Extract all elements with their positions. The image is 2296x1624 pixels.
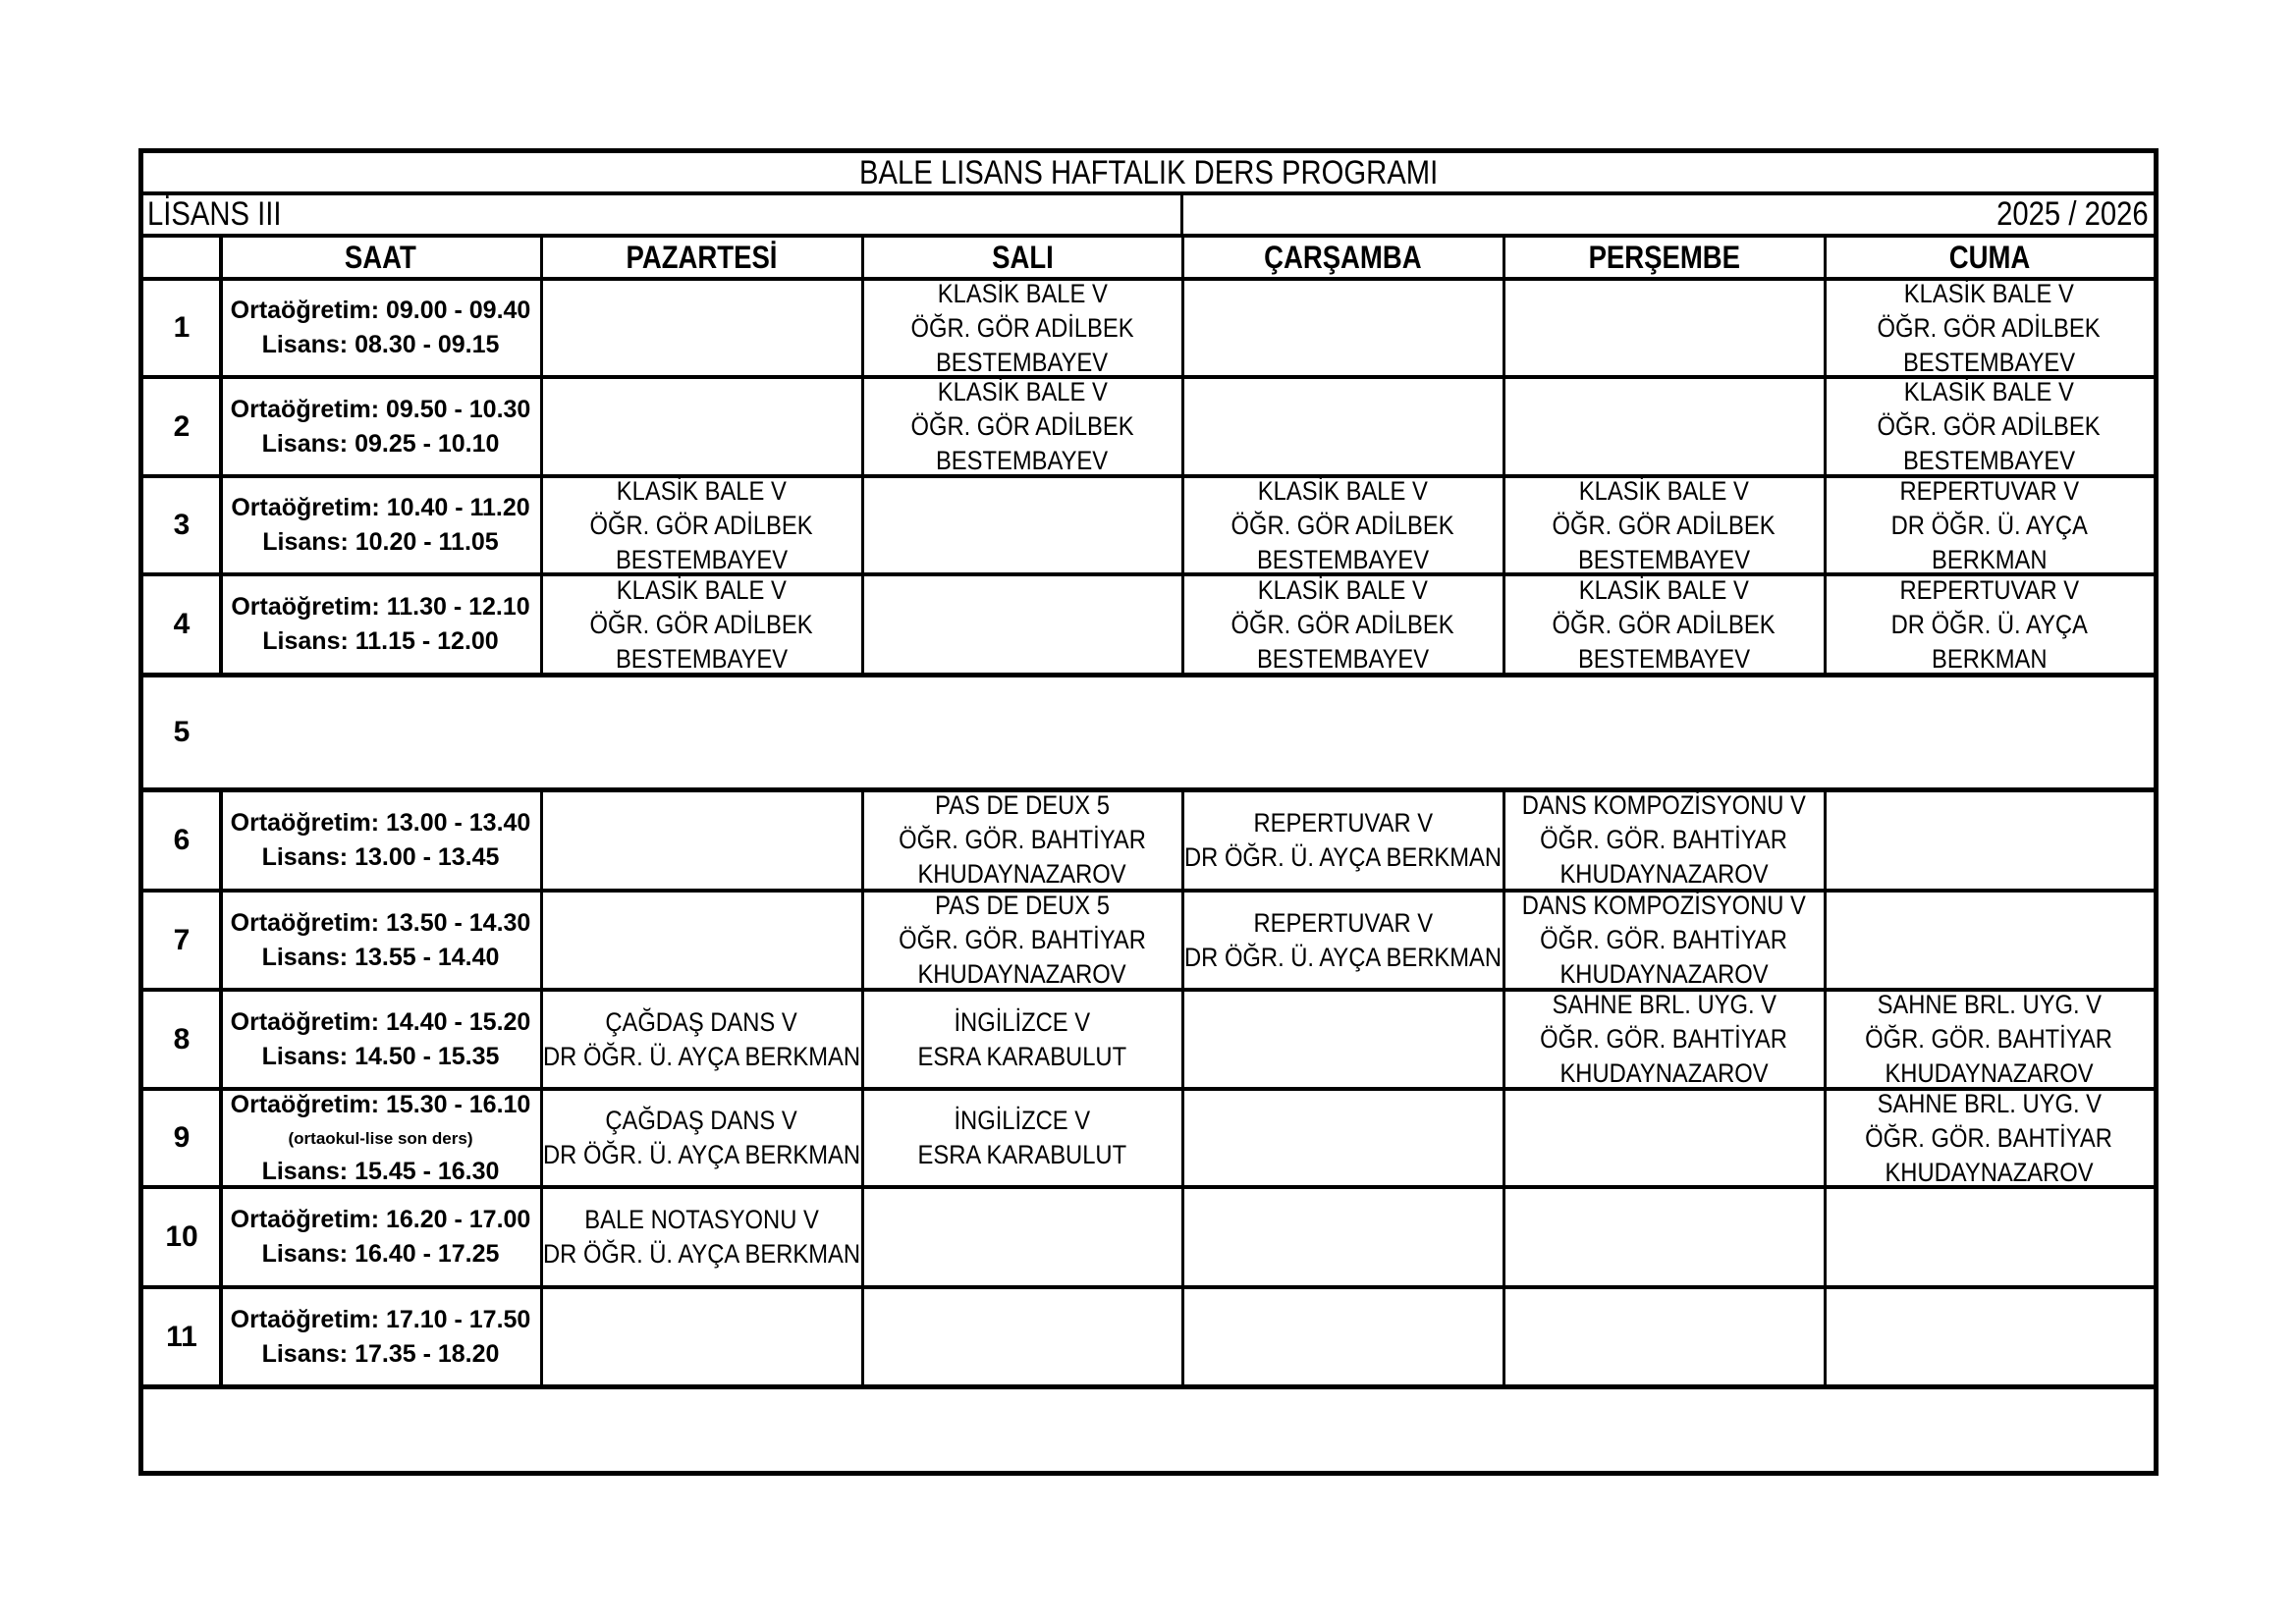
time-line: Ortaöğretim: 13.50 - 14.30 (230, 908, 531, 937)
course-line: ÖĞR. GÖR ADİLBEK (1877, 411, 2102, 441)
course-line: BALE NOTASYONU V (584, 1205, 819, 1234)
slot-number: 6 (173, 823, 191, 856)
column-header (862, 236, 1182, 279)
course-cell (1503, 789, 1825, 891)
course-cell (1503, 476, 1825, 574)
course-line: ÖĞR. GÖR ADİLBEK (589, 510, 814, 540)
time-line: Lisans: 15.45 - 16.30 (261, 1157, 500, 1185)
course-line: BESTEMBAYEV (936, 446, 1109, 475)
time-line: (ortaokul-lise son ders) (288, 1128, 473, 1148)
course-line: ÖĞR. GÖR. BAHTİYAR (1865, 1024, 2113, 1054)
course-line: KHUDAYNAZAROV (1559, 859, 1769, 889)
course-line: BESTEMBAYEV (1902, 446, 2076, 475)
schedule-table (138, 148, 2159, 1476)
course-line: ÖĞR. GÖR. BAHTİYAR (1865, 1122, 2113, 1153)
course-cell (862, 789, 1182, 891)
course-line: BESTEMBAYEV (1577, 544, 1751, 574)
column-header (220, 236, 541, 279)
course-cell (862, 1089, 1182, 1187)
slot-number: 3 (173, 509, 191, 541)
course-cell (1503, 574, 1825, 675)
course-line: İNGİLİZCE V (954, 1106, 1091, 1135)
time-line: Ortaöğretim: 15.30 - 16.10 (230, 1090, 531, 1118)
time-line: Lisans: 09.25 - 10.10 (261, 429, 500, 458)
course-line: ÖĞR. GÖR ADİLBEK (1552, 609, 1777, 639)
course-line: BESTEMBAYEV (615, 544, 789, 574)
course-line: KHUDAYNAZAROV (1885, 1157, 2094, 1187)
course-cell (862, 279, 1182, 377)
time-line: Ortaöğretim: 09.50 - 10.30 (230, 395, 531, 423)
course-cell (862, 377, 1182, 476)
time-line: Lisans: 14.50 - 15.35 (261, 1042, 500, 1070)
time-line: Lisans: 17.35 - 18.20 (261, 1339, 500, 1368)
course-line: ÖĞR. GÖR. BAHTİYAR (1540, 925, 1788, 954)
course-line: İNGİLİZCE V (954, 1006, 1091, 1037)
course-line: DR ÖĞR. Ü. AYÇA (1890, 609, 2088, 639)
slot-number: 10 (165, 1220, 198, 1253)
course-cell (541, 476, 862, 574)
course-cell (1182, 789, 1503, 891)
slot-time (220, 990, 541, 1089)
course-line: BESTEMBAYEV (1256, 544, 1430, 574)
course-line: PAS DE DEUX 5 (935, 891, 1110, 920)
time-line: Ortaöğretim: 17.10 - 17.50 (230, 1305, 531, 1333)
time-line: Ortaöğretim: 09.00 - 09.40 (230, 297, 531, 324)
slot-time (220, 476, 541, 574)
slot-time (220, 279, 541, 377)
course-cell (862, 891, 1182, 990)
slot-time (220, 789, 541, 891)
course-cell (1182, 891, 1503, 990)
course-cell (1182, 574, 1503, 675)
slot-time (220, 1187, 541, 1287)
course-line: BESTEMBAYEV (1256, 643, 1430, 674)
course-line: BESTEMBAYEV (1902, 347, 2076, 377)
slot-time (220, 1089, 541, 1187)
course-cell (1182, 476, 1503, 574)
column-header-label: PAZARTESİ (626, 239, 778, 275)
course-line: ÖĞR. GÖR. BAHTİYAR (1540, 1024, 1788, 1054)
time-line: Lisans: 11.15 - 12.00 (262, 627, 499, 655)
course-line: KHUDAYNAZAROV (917, 959, 1127, 989)
course-cell (862, 990, 1182, 1089)
course-line: DR ÖĞR. Ü. AYÇA BERKMAN (1183, 942, 1503, 972)
course-line: ÖĞR. GÖR ADİLBEK (1230, 510, 1455, 540)
column-header-label: SALI (991, 239, 1054, 275)
slot-number: 9 (173, 1121, 191, 1154)
column-header-label: SAAT (345, 239, 416, 275)
page-title (143, 153, 2154, 193)
course-line: KLASİK BALE V (1257, 476, 1429, 506)
course-cell (541, 574, 862, 675)
slot-time (220, 377, 541, 476)
academic-year-text: 2025 / 2026 (1996, 195, 2149, 233)
course-line: REPERTUVAR V (1899, 476, 2079, 506)
course-line: DR ÖĞR. Ü. AYÇA BERKMAN (542, 1140, 861, 1169)
course-line: KHUDAYNAZAROV (917, 859, 1127, 889)
course-line: ÖĞR. GÖR ADİLBEK (589, 609, 814, 639)
course-cell (1825, 1089, 2154, 1187)
time-line: Lisans: 08.30 - 09.15 (261, 331, 500, 358)
slot-number: 8 (173, 1022, 191, 1056)
time-line: Lisans: 13.55 - 14.40 (261, 943, 500, 971)
slot-time (220, 891, 541, 990)
time-line: Ortaöğretim: 13.00 - 13.40 (230, 808, 531, 837)
course-line: KLASİK BALE V (1257, 574, 1429, 605)
course-line: BESTEMBAYEV (1577, 643, 1751, 674)
column-header (541, 236, 862, 279)
course-line: REPERTUVAR V (1253, 907, 1433, 938)
column-header (1182, 236, 1503, 279)
course-line: ÖĞR. GÖR ADİLBEK (1877, 312, 2102, 343)
course-line: ÖĞR. GÖR ADİLBEK (1552, 510, 1777, 540)
column-header-label: PERŞEMBE (1588, 239, 1740, 275)
course-line: SAHNE BRL. UYG. V (1877, 990, 2102, 1019)
course-line: KLASİK BALE V (1903, 279, 2075, 308)
slot-number: 4 (173, 608, 191, 640)
program-label (147, 193, 1178, 236)
course-cell (541, 1187, 862, 1287)
course-line: REPERTUVAR V (1253, 807, 1433, 838)
course-line: ÖĞR. GÖR ADİLBEK (910, 312, 1134, 343)
course-line: REPERTUVAR V (1899, 574, 2079, 605)
course-line: ÖĞR. GÖR ADİLBEK (910, 411, 1134, 441)
course-cell (1825, 990, 2154, 1089)
course-line: KHUDAYNAZAROV (1559, 959, 1769, 989)
slot-number: 5 (173, 715, 191, 748)
course-line: DR ÖĞR. Ü. AYÇA (1890, 510, 2088, 540)
slot-number: 2 (173, 409, 191, 443)
course-line: BERKMAN (1931, 544, 2048, 574)
course-line: KLASİK BALE V (937, 377, 1108, 406)
course-line: SAHNE BRL. UYG. V (1552, 990, 1777, 1019)
course-line: ESRA KARABULUT (917, 1140, 1127, 1169)
course-line: ÖĞR. GÖR ADİLBEK (1230, 609, 1455, 639)
academic-year (1186, 193, 2149, 236)
slot-time (220, 574, 541, 675)
course-cell (1825, 476, 2154, 574)
course-line: KHUDAYNAZAROV (1559, 1058, 1769, 1088)
course-line: KLASİK BALE V (1578, 476, 1750, 506)
course-line: BESTEMBAYEV (615, 643, 789, 674)
time-line: Ortaöğretim: 10.40 - 11.20 (231, 494, 530, 521)
course-line: ESRA KARABULUT (917, 1041, 1127, 1071)
course-line: DR ÖĞR. Ü. AYÇA BERKMAN (542, 1239, 861, 1269)
course-line: KLASİK BALE V (616, 574, 788, 605)
course-line: BESTEMBAYEV (936, 347, 1109, 377)
course-line: DANS KOMPOZİSYONU V (1521, 790, 1807, 820)
program-text: LİSANS III (147, 195, 282, 233)
course-cell (1825, 574, 2154, 675)
course-line: ÖĞR. GÖR. BAHTİYAR (1540, 825, 1788, 854)
course-line: KHUDAYNAZAROV (1885, 1058, 2094, 1088)
course-line: KLASİK BALE V (1578, 574, 1750, 605)
slot-number: 7 (173, 923, 191, 956)
course-cell (1503, 891, 1825, 990)
slot-time (220, 1287, 541, 1386)
course-line: BERKMAN (1931, 643, 2048, 674)
course-line: DR ÖĞR. Ü. AYÇA BERKMAN (542, 1041, 861, 1071)
course-line: DR ÖĞR. Ü. AYÇA BERKMAN (1183, 841, 1503, 872)
grid-line-v (1180, 193, 1183, 236)
course-cell (1825, 377, 2154, 476)
course-cell (541, 1089, 862, 1187)
course-line: ÖĞR. GÖR. BAHTİYAR (899, 925, 1146, 954)
time-line: Lisans: 16.40 - 17.25 (261, 1240, 500, 1268)
slot-number: 1 (173, 311, 191, 344)
course-cell (1825, 279, 2154, 377)
course-line: KLASİK BALE V (937, 279, 1108, 308)
course-line: KLASİK BALE V (1903, 377, 2075, 406)
course-cell (541, 990, 862, 1089)
column-header-label: ÇARŞAMBA (1264, 239, 1422, 275)
course-line: KLASİK BALE V (616, 476, 788, 506)
slot-number: 11 (166, 1320, 197, 1353)
course-line: DANS KOMPOZİSYONU V (1521, 891, 1807, 920)
time-line: Ortaöğretim: 14.40 - 15.20 (230, 1007, 531, 1036)
course-line: SAHNE BRL. UYG. V (1877, 1089, 2102, 1118)
time-line: Ortaöğretim: 11.30 - 12.10 (231, 593, 530, 621)
column-header (1503, 236, 1825, 279)
course-line: ÇAĞDAŞ DANS V (605, 1106, 798, 1135)
time-line: Lisans: 13.00 - 13.45 (261, 842, 500, 871)
time-line: Lisans: 10.20 - 11.05 (262, 528, 499, 556)
column-header-label: CUMA (1948, 239, 2030, 275)
course-line: ÖĞR. GÖR. BAHTİYAR (899, 825, 1146, 854)
course-cell (1503, 990, 1825, 1089)
title-text: BALE LISANS HAFTALIK DERS PROGRAMI (858, 154, 1439, 191)
time-line: Ortaöğretim: 16.20 - 17.00 (230, 1206, 531, 1233)
column-header (1825, 236, 2154, 279)
course-line: PAS DE DEUX 5 (935, 790, 1110, 820)
course-line: ÇAĞDAŞ DANS V (605, 1006, 798, 1037)
